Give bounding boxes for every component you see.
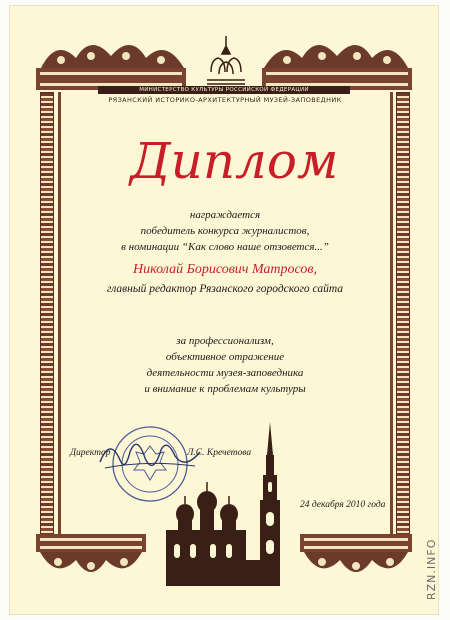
diploma-title: Диплом [130, 132, 339, 190]
award-line-1: награждается [189, 209, 261, 221]
right-border-ornament [396, 92, 410, 549]
museum-name: РЯЗАНСКИЙ ИСТОРИКО-АРХИТЕКТУРНЫЙ МУЗЕЙ-ЗАПОВЕДНИК [108, 96, 342, 104]
left-border-ornament [40, 92, 54, 549]
signature-role: Директор [70, 448, 111, 458]
right-border-line [390, 92, 393, 547]
recipient-position: главный редактор Рязанского городского сайта [106, 283, 344, 295]
watermark-text: RZN.INFO [425, 538, 438, 600]
issue-date: 24 декабря 2010 года [300, 500, 386, 510]
kremlin-logo-icon [205, 34, 247, 86]
award-line-3: в номинации “Как слово наше отзовется...” [121, 241, 329, 253]
cathedral-icon [160, 420, 300, 590]
reason-line-3: деятельности музея-заповедника [146, 367, 304, 379]
top-left-ornament [36, 28, 186, 90]
top-right-ornament [262, 28, 412, 90]
bottom-right-ornament [300, 534, 412, 586]
reason-line-2: объективное отражение [165, 351, 285, 363]
award-line-2: победитель конкурса журналистов, [140, 225, 310, 237]
signature-name: Л.С. Кречетова [187, 448, 252, 458]
left-border-line [58, 92, 61, 547]
recipient-name: Николай Борисович Матросов, [133, 262, 317, 277]
ministry-text: МИНИСТЕРСТВО КУЛЬТУРЫ РОССИЙСКОЙ ФЕДЕРАЦИИ [139, 87, 309, 93]
reason-line-4: и внимание к проблемам культуры [144, 383, 306, 395]
reason-line-1: за профессионализм, [176, 335, 274, 347]
bottom-left-ornament [36, 534, 146, 586]
